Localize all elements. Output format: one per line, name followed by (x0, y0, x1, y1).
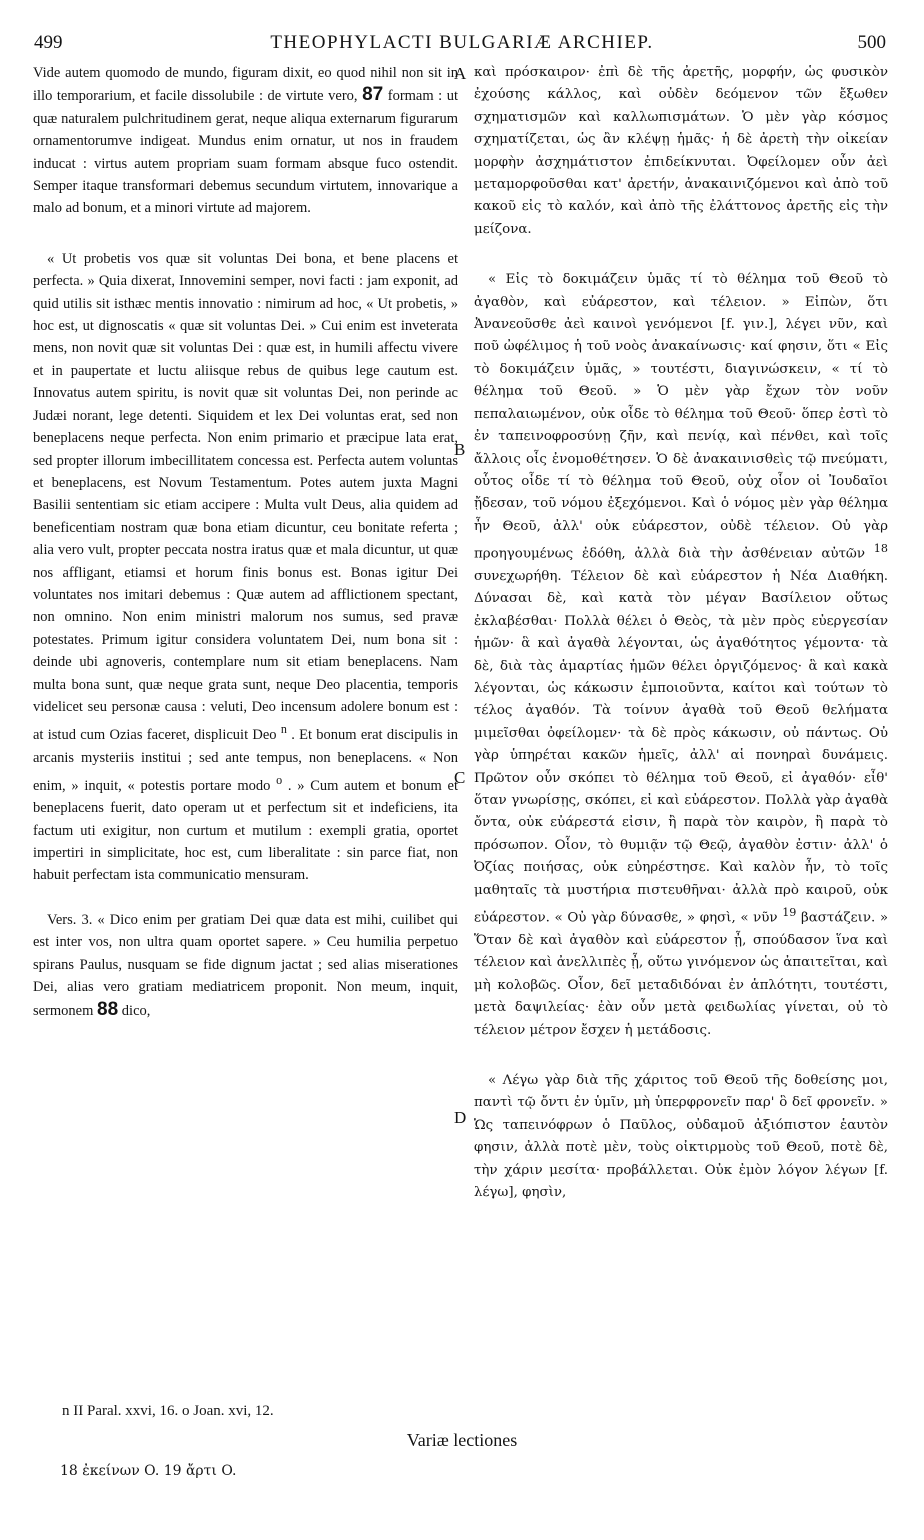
running-title: THEOPHYLACTI BULGARIÆ ARCHIEP. (270, 32, 654, 53)
page-number-left: 499 (34, 32, 63, 53)
greek-paragraph-1 (474, 62, 888, 241)
greek-p2b-text: συνεχωρήθη. Τέλειον δὲ καὶ εὐάρεστον ἡ Νέα Διαθήκη. Δύνασαι δὲ, καὶ κατὰ τὸν μέγαν Βασίλειον οὕτως ἐκλαβέσθαι· Πολλὰ θέλει ὁ Θεὸς, τὰ μὲν πρὸς εὐεργεσίαν ἡμῶν· ἃ καὶ ἀγαθὰ λέγονται, ὡς ἀγαθότητος γέμοντα· τὰ δὲ, διὰ τὰς ἁμαρτίας ἡμῶν θέλει ὀργιζόμενος· ἃ καὶ κακὰ λέγονται, ὡς κάκωσιν ἐμποιοῦντα, καίτοι καὶ τούτων τὸ τέλος ἀγαθόν. Τὰ τοίνυν ἀγαθὰ τοῦ Θεοῦ θελήματα μιμεῖσθαι ὀφείλομεν· τὰ δὲ πρὸς κάκωσιν, οὐ πάντως. Οὐ γὰρ ὑπηρέται κακῶν ἡμεῖς, ἀλλ' αἱ πονηραὶ δυνάμεις. Πρῶτον οὖν σκόπει τὸ θέλημα τοῦ Θεοῦ, εἰ ἀγαθόν· εἶθ' ὅταν γνωρίσῃς, σκόπει, εἰ καὶ εὐάρεστον. Πολλὰ γὰρ ἀγαθὰ ὄντα, οὐκ εὐάρεστά εἰσιν, ἢ παρὰ τὸν καιρὸν, ἢ παρὰ τὸ πρόσωπον. Οἷον, τὸ θυμιᾷν τῷ Θεῷ, ἀγαθὸν ἐστιν· ἀλλ' ὁ Ὀζίας ποιήσας, οὐκ εὐηρέστησε. Καὶ καλὸν ἦν, τὸ τοῖς μαθηταῖς τὰ μυστήρια πιστευθῆναι· ἀλλὰ πρὸ καιροῦ, οὐκ εὐάρεστον. « Οὐ γὰρ δύνασθε, » φησὶ, « νῦν (474, 569, 888, 926)
latin-p1b-text: formam : ut quæ naturalem pulchritudinem gerat, neque aliqua externarum figurarum ornamentorumve indigeat. Mundus enim ornatur, ut nos in fraudem inducat : virtus autem propriam suam formam absque fuco ostendit. Semper itaque transformari debemus secundum virtutem, innovarique a malo ad bonum, et a minori virtute ad majorem. (33, 88, 458, 217)
latin-paragraph-2 (33, 248, 458, 887)
margin-marker-b: B (454, 440, 466, 459)
latin-p3b-text: dico, (121, 1002, 151, 1019)
page-number-right: 500 (857, 32, 886, 53)
variant-ref-19: 19 (782, 906, 797, 920)
latin-paragraph-1 (33, 62, 458, 220)
greek-column (474, 62, 888, 1204)
latin-paragraph-3 (33, 909, 458, 1022)
margin-marker-a: A (454, 64, 467, 83)
greek-p2-text: « Εἰς τὸ δοκιμάζειν ὑμᾶς τί τὸ θέλημα τοῦ Θεοῦ τὸ ἀγαθὸν, καὶ εὐάρεστον, καὶ τέλειον. » Εἰπὼν, ὅτι Ἀνανεοῦσθε ἀεὶ καινοὶ γενόμενοι [f. γιν.], λέγει νῦν, καὶ ποῦ ὠφέλιμος ἡ τοῦ νοὸς ἀνακαίνωσις· καί φησιν, ὅτι « Εἰς τὸ δοκιμάζειν ὑμᾶς, » τουτέστι, διαγινώσκειν, « τί τὸ θέλημα τοῦ Θεοῦ. » Ὁ μὲν γὰρ ἔχων τὸν νοῦν πεπαλαιωμένον, οὐκ οἶδε τὸ θέλημα τοῦ Θεοῦ· ὅπερ ἐστὶ τὸ ἐν ταπεινοφροσύνῃ ζῆν, καὶ πενίᾳ, καὶ πένθει, καὶ τοῖς ἄλλοις οἷς ἐνομοθέτησεν. Ὁ δὲ ἀνακαινισθεὶς τῷ πνεύματι, οὗτος οἶδε τί τὸ θέλημα τοῦ Θεοῦ, οὐχ οἷον οἱ Ἰουδαῖοι ᾔδεσαν, τοῦ νόμου ἐξεχόμενοι. Καὶ ὁ νόμος μὲν γὰρ θέλημα ἦν Θεοῦ, ἀλλ' οὐκ εὐάρεστον, οὐδὲ τέλειον. Οὐ γὰρ προηγουμένως ἐδόθη, ἀλλὰ διὰ τὴν ἀσθένειαν αὐτῶν (474, 272, 888, 562)
latin-p2b-text: . Et bonum erat discipulis in arcanis mysteriis institui ; sed ante tempus, non beneplacens. « Non enim, » inquit, « potestis portare modo (33, 727, 459, 794)
latin-p1-text: Vide autem quomodo de mundo, figuram dixit, eo quod nihil non sit in illo temporarium, et facile dissolubile : de virtute vero, (33, 65, 458, 105)
column-number-88: 88 (97, 998, 119, 1020)
footnote-ref-n: n (280, 722, 287, 737)
greek-p3-text: « Λέγω γὰρ διὰ τῆς χάριτος τοῦ Θεοῦ τῆς δοθείσης μοι, παντὶ τῷ ὄντι ἐν ὑμῖν, μὴ ὑπερφρονεῖν παρ' ὃ δεῖ φρονεῖν. » Ὡς ταπεινόφρων ὁ Παῦλος, οὐδαμοῦ ἀξιόπιστον ἑαυτὸν φησιν, ἀλλὰ ποτὲ μὲν, τοὺς οἰκτιρμοὺς τοῦ Θεοῦ, ποτὲ δὲ, τὴν χάριν μεσίτα· προβάλλεται. Οὐκ ἐμὸν λόγον λέγων [f. λέγω], φησὶν, (474, 1073, 888, 1201)
greek-paragraph-2 (474, 269, 888, 1042)
greek-p1-text: καὶ πρόσκαιρον· ἐπὶ δὲ τῆς ἀρετῆς, μορφήν, ὡς φυσικὸν ἐχούσης κάλλος, καὶ οὐδὲν δεόμενον τῶν ἔξωθεν σχηματισμῶν καὶ καλλωπισμάτων. Ὁ μὲν γὰρ κόσμος σχηματίζεται, ὡς ἂν κλέψῃ ἡμᾶς· ἡ δὲ ἀρετὴ τὴν οἰκείαν μορφὴν ἀσχημάτιστον ἐπιδείκνυται. Ὀφείλομεν οὖν ἀεὶ μεταμορφοῦσθαι κατ' ἀρετήν, ἀνακαινιζόμενοι καὶ ἀπὸ τοῦ κακοῦ εἰς τὸ καλόν, καὶ ἀπὸ τῆς ἐλάττονος ἀρετῆς εἰς τὴν μείζονα. (474, 65, 888, 237)
column-number-87: 87 (362, 84, 384, 106)
margin-marker-c: C (454, 768, 466, 787)
variae-lectiones-heading: Variæ lectiones (406, 1430, 518, 1450)
footnotes: n II Paral. xxvi, 16. o Joan. xvi, 12. (62, 1403, 274, 1419)
running-header (0, 32, 924, 62)
margin-marker-d: D (454, 1108, 467, 1127)
greek-paragraph-3 (474, 1070, 888, 1204)
footnote-ref-o: o (276, 773, 283, 788)
latin-column (33, 62, 458, 1022)
variant-ref-18: 18 (873, 542, 888, 556)
latin-p2-text: « Ut probetis vos quæ sit voluntas Dei bona, et bene placens et perfecta. » Quia dixerat, Innovemini semper, novi facti : jam exponit, ad quid utilis sit isthæc mentis innovatio : nimirum ad hoc, « Ut probetis, » hoc est, ut dignoscatis « quæ sit voluntas Dei. » Cui enim est inveterata mens, non novit quæ sit voluntas Dei : quæ est, in humili affectu vivere et in paupertate et luctu aliisque rebus de quibus lege cautum est. Innovatus autem spiritu, is novit quæ sit voluntas Dei, non perinde ac Judæi norant, lege detenti. Siquidem et lex Dei voluntas erat, sed non beneplacens neque perfecta. Non enim primario et præcipue lata erat, sed propter illorum imbecillitatem concessa est. Perfecta autem voluntas et beneplacens, est Novum Testamentum. Potes autem juxta Magni Basilii sententiam sic etiam accipere : Multa vult Deus, alia quidem ad beneficentiam nostram quæ bona etiam dicuntur, ceu bonitate referta ; alia vero vult, propter peccata nostra iratus quæ et mala dicuntur, ut quæ nos affligant, etiamsi et horum finis bonus est. Bonas igitur Dei voluntates nos imitari debemus : Quæ autem ad afflictionem spectant, non omnino. Non enim ministri malorum nos sumus, sed pravæ potestates. Primum igitur considera voluntatem Dei, num bona sit : deinde ubi agnoveris, contemplare num sit etiam beneplacens. Nam multa bona sunt, quæ neque grata sunt, neque Deo placentia, temporis videlicet seu personæ causa : veluti, Deo incensum adolere bonum est : at istud cum Ozias faceret, displicuit Deo (33, 250, 458, 744)
latin-p2c-text: . » Cum autem et bonum et beneplacens fuerit, dato operam ut et perfectum sit et indeficiens, ita factum uti exigitur, non curtum et mutilum : exempli gratia, oportet impertiri in simplicitate, hoc est, cum liberalitate : sin parce fiat, non habuit perfectam ista communicatio mensuram. (33, 777, 458, 884)
latin-p3-text: Vers. 3. « Dico enim per gratiam Dei quæ data est mihi, cuilibet qui est inter vos, non ultra quam oportet sapere. » Ceu humilia perpetuo spirans Paulus, nusquam se fide dignum jactat ; sed alias miserationes Dei, alias vero gratiam mediatricem proponit. Non meum, inquit, sermonem (33, 911, 458, 1019)
greek-p2c-text: βαστάζειν. » Ὅταν δὲ καὶ ἀγαθὸν καὶ εὐάρεστον ᾖ, σπούδασον ἵνα καὶ τέλειον καὶ ἀνελλιπὲς ᾖ, οὕτω γινόμενον ὡς ἀπαιτεῖται, καὶ μὴ κολοβῶς. Οἷον, δεῖ μεταδιδόναι ἐν ἁπλότητι, τουτέστι, μετὰ δαψιλείας· ἐὰν οὖν μετὰ φειδωλίας γίνεται, οὐ τὸ τέλειον μέτρον ἔσχεν ἡ μετάδοσις. (474, 910, 889, 1038)
variae-lectiones-lines: 18 ἐκείνων O. 19 ἄρτι O. (60, 1463, 237, 1479)
